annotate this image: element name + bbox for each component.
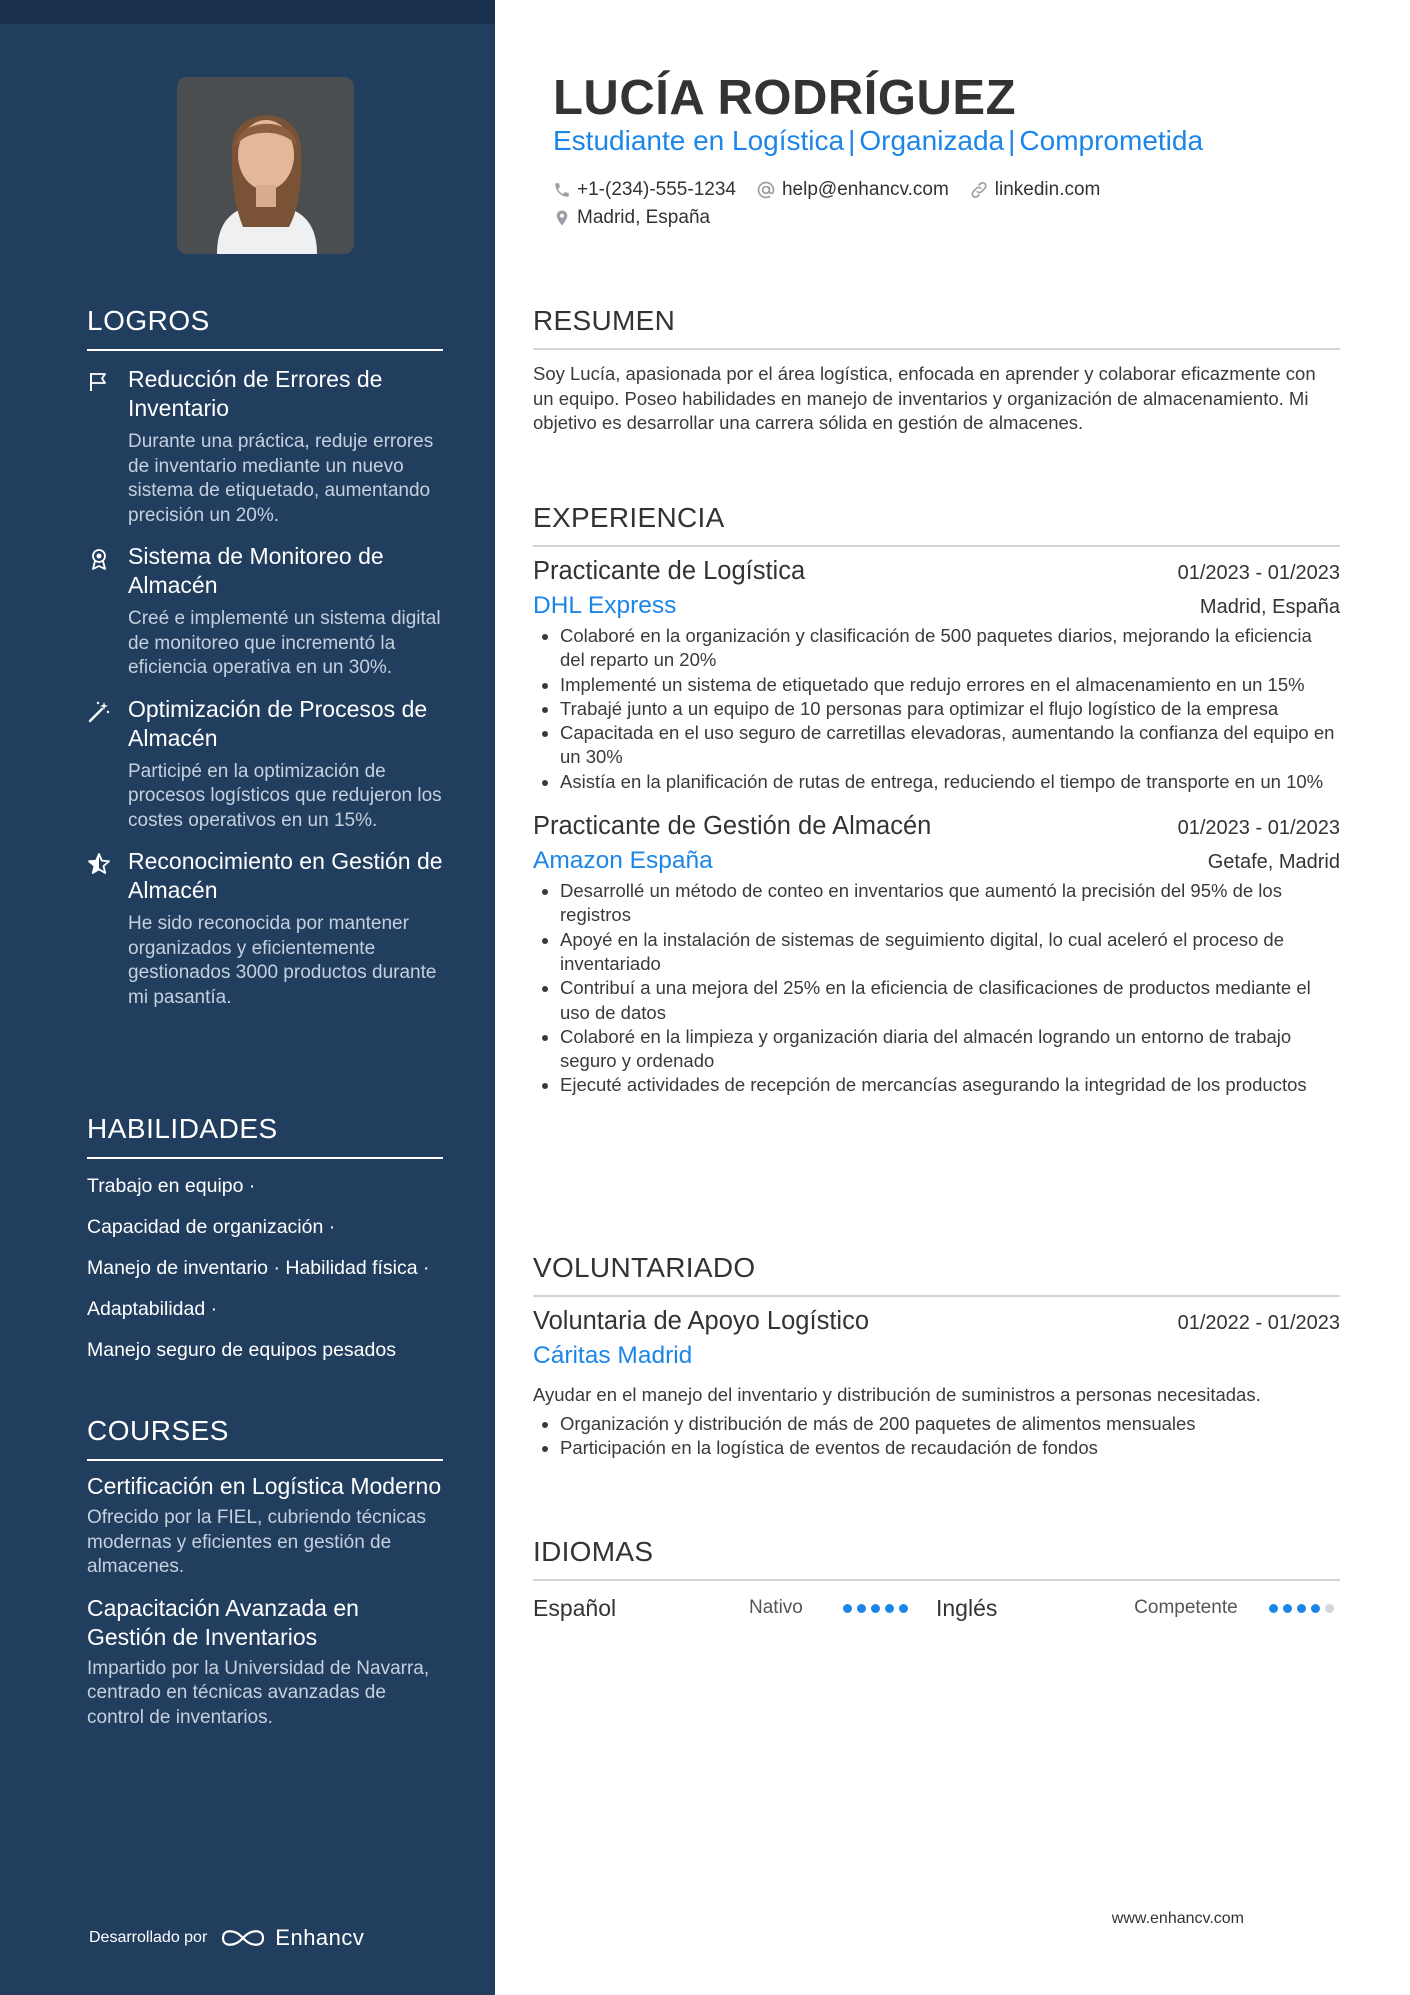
job-bullet: • Contribuí a una mejora del 25% en la eficiencia de clasificaciones de productos mediante el uso de datos <box>560 976 1340 1025</box>
sidebar <box>0 0 495 1995</box>
skills-list <box>87 1174 443 1362</box>
volunteer-role: Voluntaria de Apoyo Logístico <box>533 1307 869 1335</box>
job-bullet: • Ejecuté actividades de recepción de mercancías asegurando la integridad de los productos <box>560 1073 1340 1097</box>
language-item <box>533 1595 936 1622</box>
job-bullet: • Asistía en la planificación de rutas de entrega, reduciendo el tiempo de transporte en un 10% <box>560 770 1340 794</box>
achievement-title: Optimización de Procesos de Almacén <box>128 695 428 751</box>
volunteering-section <box>533 1252 1340 1460</box>
achievement-description: Participé en la optimización de procesos logísticos que redujeron los costes operativos en un 15%. <box>128 760 442 831</box>
achievement-description: Durante una práctica, reduje errores de inventario mediante un nuevo sistema de etiquetado, aumentando precisión un 20%. <box>128 431 434 526</box>
language-level: Nativo <box>749 1597 803 1618</box>
skill-line: Trabajo en equipo · <box>87 1175 256 1197</box>
email-text: help@enhancv.com <box>781 179 949 200</box>
skill-line: Manejo seguro de equipos pesados <box>87 1339 396 1361</box>
skills-section <box>87 1113 443 1362</box>
link-icon <box>969 180 989 200</box>
candidate-name: LUCÍA RODRÍGUEZ <box>553 71 1016 125</box>
language-name: Inglés <box>936 1594 998 1621</box>
language-item <box>936 1595 1339 1622</box>
job-company: DHL Express <box>533 592 677 619</box>
footer-url[interactable]: www.enhancv.com <box>1111 1910 1244 1927</box>
enhancv-logo-icon <box>219 1925 267 1951</box>
flag-icon <box>87 370 111 394</box>
job-location: Getafe, Madrid <box>1207 851 1340 874</box>
award-icon <box>87 547 111 571</box>
enhancv-logo[interactable] <box>219 1925 364 1951</box>
rating-dot-filled <box>857 1604 866 1613</box>
skills-heading: HABILIDADES <box>87 1113 443 1159</box>
job-bullet: • Capacitada en el uso seguro de carretillas elevadoras, aumentando la confianza del equipo en un 30% <box>560 721 1340 770</box>
powered-by-label: Desarrollado por <box>89 1929 208 1946</box>
volunteer-description: Ayudar en el manejo del inventario y distribución de suministros a personas necesitadas. <box>533 1384 1261 1405</box>
job-company: Amazon España <box>533 847 713 875</box>
job-title: Practicante de Gestión de Almacén <box>533 812 932 841</box>
job-dates: 01/2023 - 01/2023 <box>1177 562 1340 584</box>
languages-heading: IDIOMAS <box>533 1536 1340 1581</box>
volunteer-bullets <box>533 1412 1340 1461</box>
job-bullets <box>533 879 1340 1098</box>
achievement-title: Reconocimiento en Gestión de Almacén <box>128 848 443 903</box>
languages-section <box>533 1536 1340 1624</box>
course-title: Certificación en Logística Moderno <box>87 1473 442 1499</box>
powered-by <box>89 1925 364 1951</box>
volunteer-bullet: • Organización y distribución de más de 200 paquetes de alimentos mensuales <box>560 1412 1340 1436</box>
course-description: Impartido por la Universidad de Navarra, centrado en técnicas avanzadas de control de inventarios. <box>87 1657 430 1728</box>
volunteer-entry <box>533 1307 1340 1460</box>
magic-wand-icon <box>87 700 111 724</box>
linkedin-contact[interactable] <box>969 179 1101 201</box>
phone-icon <box>553 181 571 199</box>
summary-section <box>533 305 1340 436</box>
sidebar-top-bar <box>0 0 495 24</box>
headline-part: Organizada <box>859 125 1005 156</box>
skill-line: Capacidad de organización · <box>87 1216 336 1238</box>
language-level: Competente <box>1134 1597 1238 1618</box>
location-contact <box>553 207 710 229</box>
job-title: Practicante de Logística <box>533 557 806 585</box>
rating-dot-filled <box>1283 1604 1292 1613</box>
job-location: Madrid, España <box>1199 596 1340 618</box>
profile-photo <box>177 77 354 254</box>
phone-contact[interactable] <box>553 179 736 201</box>
experience-heading: EXPERIENCIA <box>533 502 1340 547</box>
portrait-image <box>177 77 354 254</box>
linkedin-text: linkedin.com <box>994 179 1101 200</box>
job-entry <box>533 812 1340 1098</box>
job-dates: 01/2023 - 01/2023 <box>1177 817 1340 840</box>
achievements-section <box>87 305 443 1010</box>
rating-dot-filled <box>899 1604 908 1613</box>
headline-part: Estudiante en Logística <box>553 125 845 156</box>
skill-line: Manejo de inventario · Habilidad física · <box>87 1257 430 1279</box>
volunteer-org: Cáritas Madrid <box>533 1342 693 1369</box>
job-bullet: • Colaboré en la organización y clasificación de 500 paquetes diarios, mejorando la eficiencia del reparto un 20% <box>560 624 1340 673</box>
job-bullet: • Implementé un sistema de etiquetado que redujo errores en el almacenamiento en un 15% <box>560 673 1340 697</box>
language-name: Español <box>533 1594 617 1621</box>
courses-heading: COURSES <box>87 1415 443 1461</box>
email-contact[interactable] <box>756 179 949 201</box>
achievement-item <box>87 542 443 681</box>
rating-dot-filled <box>843 1604 852 1613</box>
achievement-description: Creé e implementé un sistema digital de monitoreo que incrementó la eficiencia operativa en un 30%. <box>128 608 441 678</box>
summary-text: Soy Lucía, apasionada por el área logística, enfocada en aprender y colaborar eficazmente con un equipo. Poseo habilidades en manejo de inventarios y organización de almacenamiento. Mi objetivo es desarrollar una carrera sólida en gestión de almacenes. <box>533 363 1316 433</box>
volunteer-dates: 01/2022 - 01/2023 <box>1177 1312 1340 1334</box>
job-entry <box>533 557 1340 794</box>
summary-heading: RESUMEN <box>533 305 1340 350</box>
volunteering-heading: VOLUNTARIADO <box>533 1252 1340 1297</box>
achievements-heading: LOGROS <box>87 305 443 351</box>
languages-row <box>533 1592 1340 1624</box>
course-item <box>87 1594 443 1731</box>
rating-dot-filled <box>1269 1604 1278 1613</box>
enhancv-brand: Enhancv <box>275 1925 365 1950</box>
course-title: Capacitación Avanzada en Gestión de Inventarios <box>87 1594 359 1650</box>
achievement-item <box>87 365 443 528</box>
achievement-item <box>87 847 443 1010</box>
course-item <box>87 1472 443 1580</box>
rating-dot-filled <box>871 1604 880 1613</box>
at-icon <box>756 180 776 200</box>
skill-line: Adaptabilidad · <box>87 1298 218 1320</box>
phone-text: +1-(234)-555-1234 <box>577 179 736 200</box>
location-pin-icon <box>553 208 571 228</box>
location-text: Madrid, España <box>577 207 711 228</box>
star-icon <box>87 852 111 876</box>
job-bullets <box>533 624 1340 794</box>
headline-separator: | <box>1008 125 1016 156</box>
job-bullet: • Trabajé junto a un equipo de 10 personas para optimizar el flujo logístico de la empresa <box>560 697 1340 721</box>
rating-dot-filled <box>885 1604 894 1613</box>
rating-dot-filled <box>1311 1604 1320 1613</box>
volunteer-bullet: • Participación en la logística de eventos de recaudación de fondos <box>560 1436 1340 1460</box>
headline-part: Comprometida <box>1019 125 1204 156</box>
achievement-description: He sido reconocida por mantener organizados y eficientemente gestionados 3000 productos durante mi pasantía. <box>128 913 437 1008</box>
language-rating <box>843 1604 913 1613</box>
headline-separator: | <box>848 125 856 156</box>
job-bullet: • Apoyé en la instalación de sistemas de seguimiento digital, lo cual aceleró el proceso de inventariado <box>560 928 1340 977</box>
experience-section <box>533 502 1340 1098</box>
rating-dot-filled <box>1297 1604 1306 1613</box>
achievement-title: Reducción de Errores de Inventario <box>128 366 383 421</box>
job-bullet: • Colaboré en la limpieza y organización diaria del almacén logrando un entorno de trabajo seguro y ordenado <box>560 1025 1340 1074</box>
course-description: Ofrecido por la FIEL, cubriendo técnicas modernas y eficientes en gestión de almacenes. <box>87 1507 427 1577</box>
courses-section <box>87 1415 443 1730</box>
achievement-item <box>87 695 443 834</box>
rating-dot-empty <box>1325 1604 1334 1613</box>
achievement-title: Sistema de Monitoreo de Almacén <box>128 543 384 598</box>
language-rating <box>1269 1604 1339 1613</box>
job-bullet: • Desarrollé un método de conteo en inventarios que aumentó la precisión del 95% de los registros <box>560 879 1340 928</box>
headline <box>553 125 1203 157</box>
contact-info <box>553 176 1120 232</box>
